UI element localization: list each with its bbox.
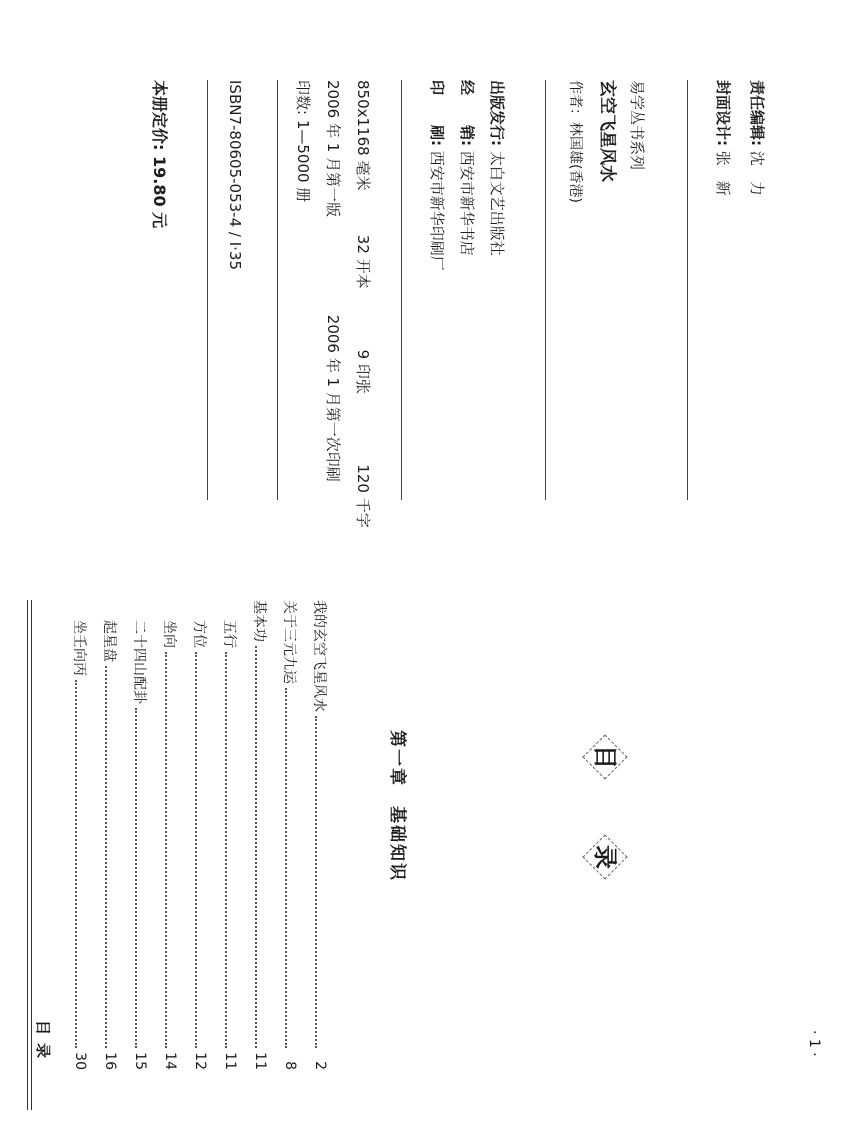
toc-entry-page: 30 [72, 1052, 88, 1070]
rule-isbn-bottom [207, 80, 208, 500]
toc-entry[interactable] [250, 600, 270, 1070]
toc-entry-title: 关于三元九运 [281, 600, 297, 684]
chapter-heading: 第一章 基础知识 [387, 730, 407, 882]
spec-kai: 32 开本 [354, 234, 372, 289]
rule-top [687, 80, 688, 500]
price: 本册定价: 19.80 元 [150, 80, 169, 229]
editor-value: 沈 力 [748, 150, 766, 196]
toc-entry[interactable] [100, 620, 120, 1070]
colophon [0, 0, 842, 540]
spec-format: 850x1168 毫米 [354, 80, 372, 191]
toc-entry-page: 11 [222, 1052, 238, 1070]
cover-design-line [714, 80, 732, 196]
leader-dots [225, 652, 227, 1048]
leader-dots [285, 688, 287, 1048]
leader-dots [315, 716, 317, 1048]
running-head-rule [27, 600, 32, 1110]
cover-design-value: 张 新 [714, 150, 732, 196]
rule-middle [545, 80, 546, 500]
toc-entry[interactable] [130, 620, 150, 1070]
toc-title-char-1: 目 [588, 740, 622, 774]
toc-entry[interactable] [70, 620, 90, 1070]
cover-design-label: 封面设计: [714, 80, 732, 146]
toc-entry[interactable] [280, 600, 300, 1070]
leader-dots [105, 666, 107, 1048]
leader-dots [255, 646, 257, 1048]
toc-entry-page: 16 [102, 1052, 118, 1070]
publisher-label: 出版发行: [488, 80, 506, 146]
printing: 2006 年 1 月第一次印刷 [324, 314, 342, 482]
spec-line [354, 80, 372, 528]
author-line: 作者：林国雄(香港) [567, 80, 583, 203]
toc-entry-page: 11 [252, 1052, 268, 1070]
page-number: · 1 · [806, 1030, 822, 1057]
toc-entry-title: 二十四山配卦 [131, 620, 147, 704]
leader-dots [165, 652, 167, 1048]
toc-entry[interactable] [220, 620, 240, 1070]
leader-dots [75, 680, 77, 1048]
editor-line [748, 80, 766, 196]
toc-entry-page: 12 [192, 1052, 208, 1070]
toc-entry[interactable] [310, 600, 330, 1070]
toc-entry-title: 起星盘 [101, 620, 117, 662]
printer-label: 印 刷: [428, 80, 446, 146]
toc-entry-page: 15 [132, 1052, 148, 1070]
isbn: ISBN7-80605-053-4 / I·35 [226, 80, 244, 270]
distributor-value: 西安市新华书店 [458, 150, 476, 256]
distributor-line [458, 80, 476, 256]
print-run: 印数: 1—5000 册 [294, 80, 312, 203]
toc-entry-title: 五行 [221, 620, 237, 648]
series-line: 易学丛书系列 [628, 80, 646, 171]
distributor-label: 经 销: [458, 80, 476, 146]
toc-entry-title: 我的玄空飞星风水 [311, 600, 327, 712]
publisher-line [488, 80, 506, 256]
toc-entry-title: 坐壬向丙 [71, 620, 87, 676]
spec-sheets: 9 印张 [354, 349, 372, 394]
printer-value: 西安市新华印刷厂 [428, 150, 446, 271]
edition: 2006 年 1 月第一版 [324, 80, 342, 218]
leader-dots [135, 708, 137, 1048]
table-of-contents [0, 560, 842, 1122]
toc-entry-page: 8 [282, 1061, 298, 1070]
toc-entry-title: 坐向 [161, 620, 177, 648]
toc-entry-page: 2 [312, 1061, 328, 1070]
rule-isbn-top [277, 80, 278, 500]
toc-entry-page: 14 [162, 1052, 178, 1070]
toc-entry[interactable] [190, 620, 210, 1070]
publisher-value: 太白文艺出版社 [488, 150, 506, 256]
rule-lower [401, 80, 402, 500]
toc-entry[interactable] [160, 620, 180, 1070]
leader-dots [195, 652, 197, 1048]
edition-line [324, 80, 342, 482]
book-title: 玄空飞星风水 [597, 80, 617, 182]
toc-title-char-2: 录 [588, 840, 622, 874]
printer-line [428, 80, 446, 271]
running-head: 目录 [34, 1020, 52, 1067]
toc-entry-title: 方位 [191, 620, 207, 648]
editor-label: 责任编辑: [748, 80, 766, 146]
toc-entry-title: 基本功 [251, 600, 267, 642]
spec-words: 120 千字 [354, 464, 372, 528]
